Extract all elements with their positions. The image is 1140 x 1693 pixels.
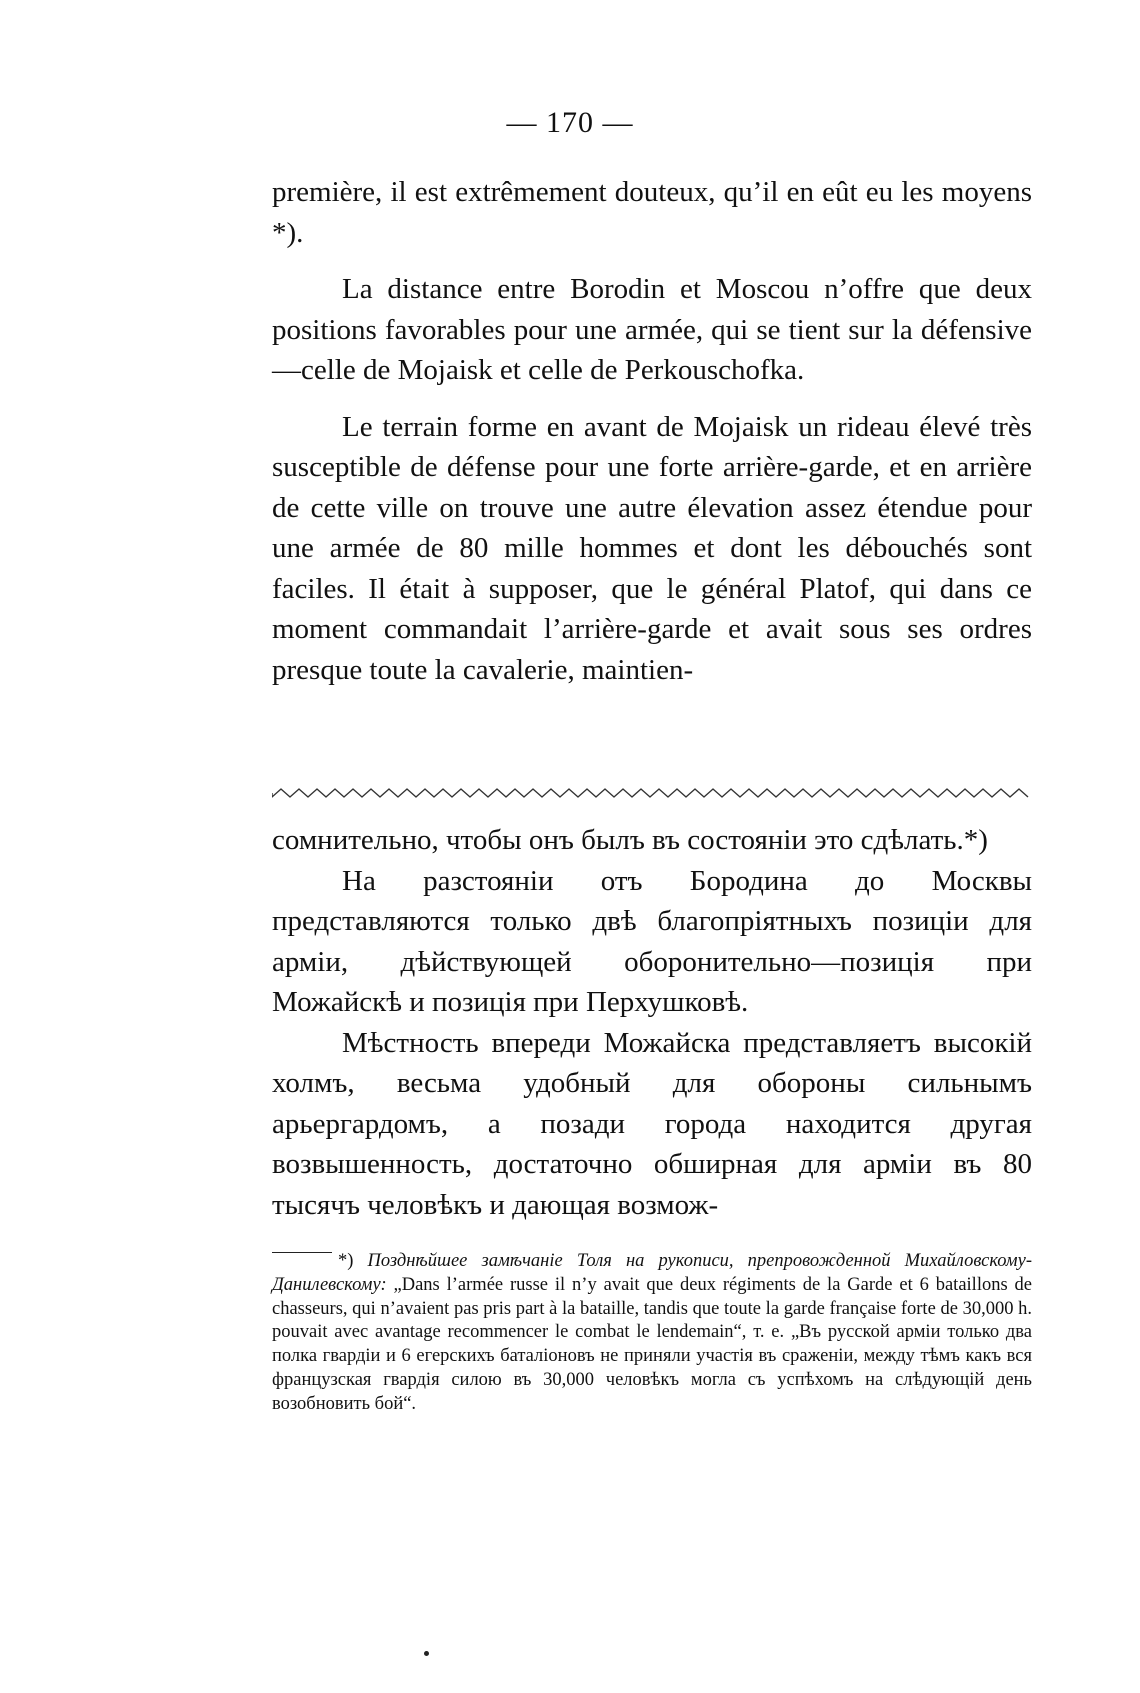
footnote-marker: *) <box>338 1251 354 1271</box>
footnote <box>272 1250 1032 1417</box>
french-paragraph-positions: La distance entre Borodin et Moscou n’offre que deux positions favorables pour une armée, qui se tient sur la défensive—celle de Mojaisk et celle de Perkouschofka. <box>272 273 1032 386</box>
french-paragraph-terrain: Le terrain forme en avant de Mojaisk un rideau élevé très susceptible de défense pour une forte arrière-garde, et en arrière de cette ville on trouve une autre élevation assez étendue pour une armée de 80 mille hommes et dont les débouchés sont faciles. Il était à supposer, que le général Platof, qui dans ce moment commandait l’arrière-garde et avait sous ses ordres presque toute la cavalerie, maintien- <box>272 410 1032 686</box>
ink-speck <box>424 1651 429 1656</box>
footnote-italic-intro: Позднѣйшее замѣчанiе Толя на рукописи, препровожденной Михайловскому-Данилевскому: <box>272 1251 1032 1295</box>
french-paragraph-continuation: première, il est extrêmement douteux, qu’il en eût eu les moyens *). <box>272 176 1032 249</box>
footnote-body: „Dans l’armée russe il n’y avait que deux régiments de la Garde et 6 bataillons de chasseurs, qui n’avaient pas pris part à la bataille, tandis que toute la garde française forte de 30,000 h. pouvait avec avantage recommencer le combat le lendemain“, т. е. „Въ русской армiи только два полка гвардiи и 6 егерскихъ баталiоновъ не приняли участiя въ сраженiи, между тѣмъ какъ вся французская гвардiя силою въ 30,000 человѣкъ могла съ успѣхомъ на слѣдующiй день возобновить бой“. <box>272 1274 1032 1414</box>
russian-paragraph-continuation: сомнительно, чтобы онъ былъ въ состоянiи это сдѣлать.*) <box>272 824 988 856</box>
russian-paragraph-positions: На разстоянiи отъ Бородина до Москвы представляются только двѣ благопрiятныхъ позицiи для армiи, дѣйствующей оборонительно—позицiя при Можайскѣ и позицiя при Перхушковѣ. <box>272 864 1032 1018</box>
russian-text <box>272 820 1032 1225</box>
french-text <box>272 172 1032 706</box>
wavy-divider <box>272 784 1032 802</box>
page-number: — 170 — <box>506 106 634 139</box>
russian-paragraph-terrain: Мѣстность впереди Можайска представляетъ высокiй холмъ, весьма удобный для обороны сильнымъ арьергардомъ, а позади города находится другая возвышенность, достаточно обширная для армiи въ 80 тысячъ человѣкъ и дающая возмож- <box>272 1026 1032 1221</box>
